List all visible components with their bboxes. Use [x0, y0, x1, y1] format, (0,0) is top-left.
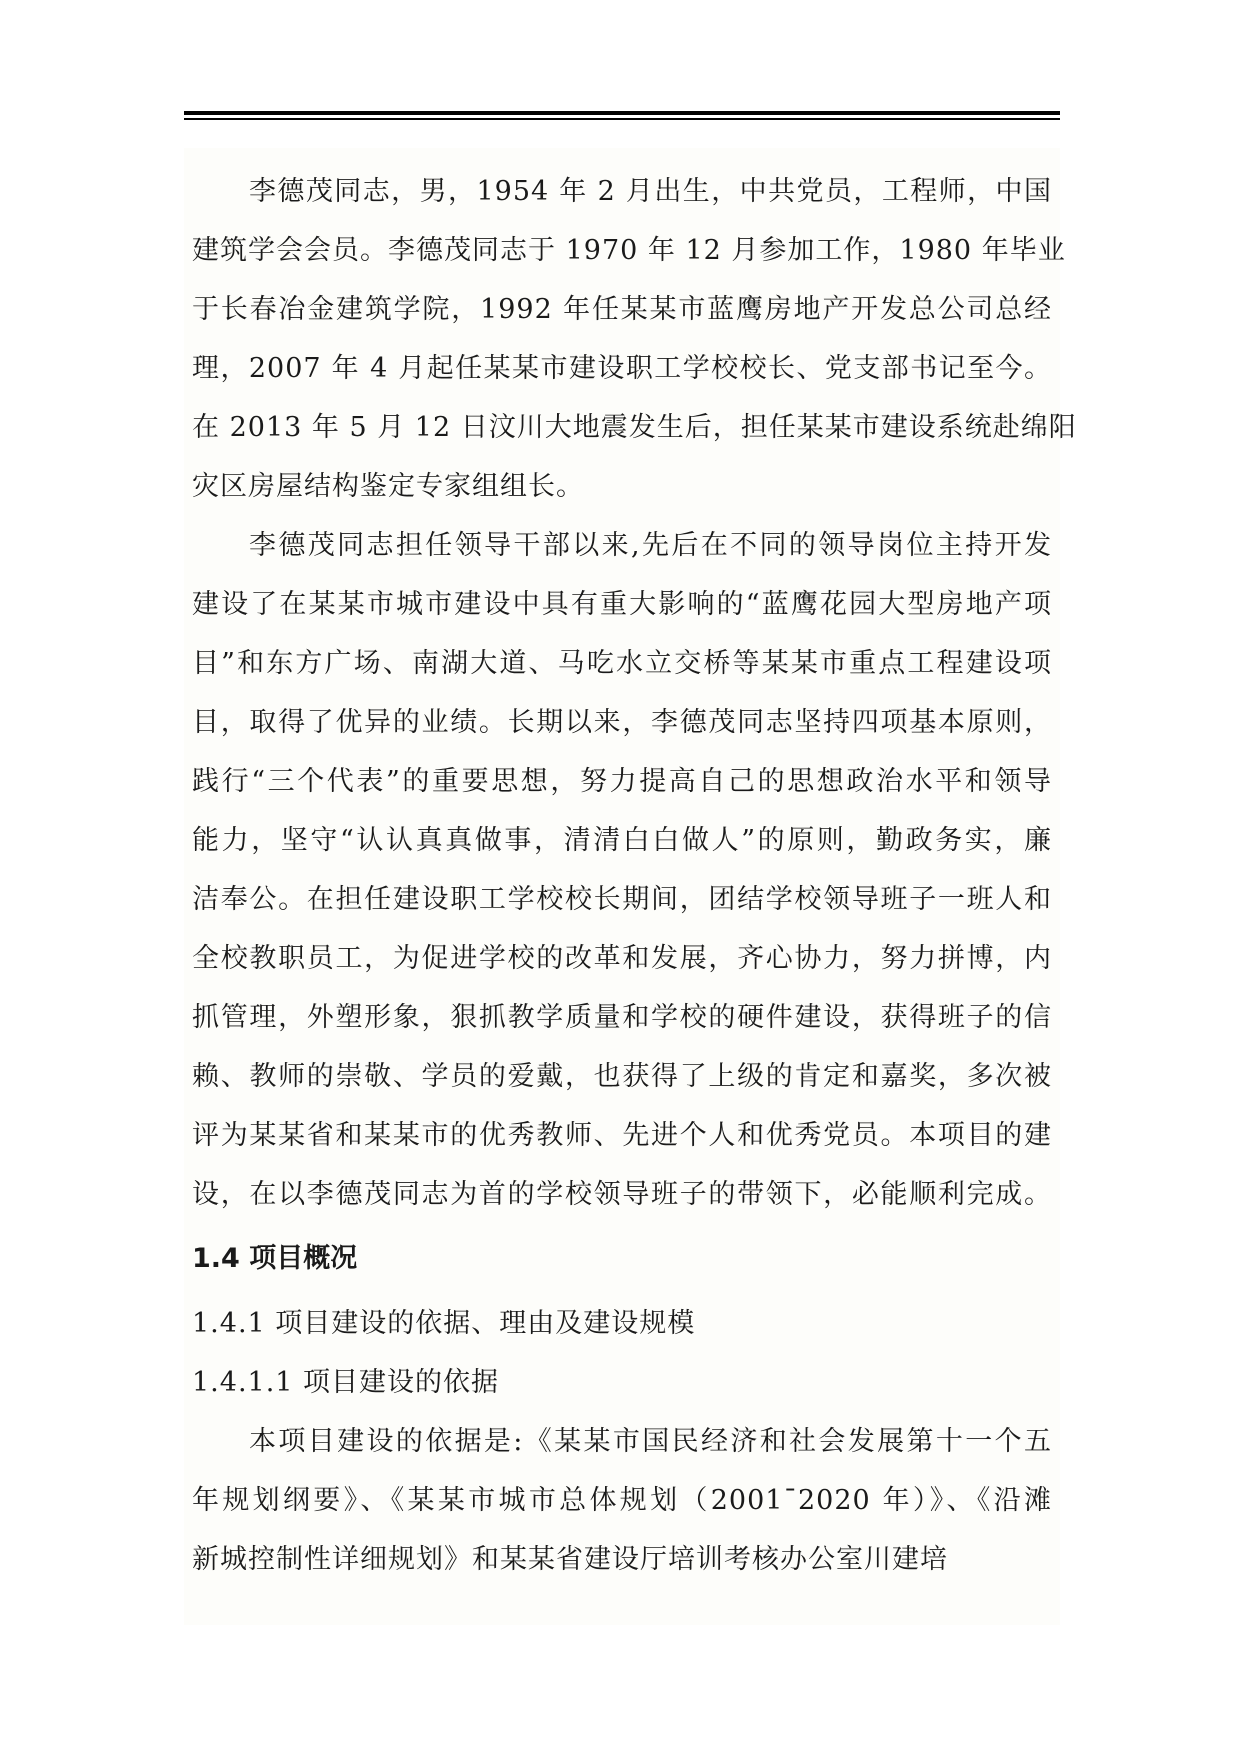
- text-line: 践行“三个代表”的重要思想，努力提高自己的思想政治水平和领导: [192, 766, 1052, 797]
- text-line: 年规划纲要》、《某某市城市总体规划（2001¯2020 年）》、《沿滩: [192, 1485, 1052, 1516]
- text-line: 评为某某省和某某市的优秀教师、先进个人和优秀党员。本项目的建: [192, 1120, 1052, 1151]
- text-line: 于长春冶金建筑学院，1992 年任某某市蓝鹰房地产开发总公司总经: [192, 294, 1052, 325]
- text-line: 设，在以李德茂同志为首的学校领导班子的带领下，必能顺利完成。: [192, 1179, 1052, 1210]
- text-line: 能力，坚守“认认真真做事，清清白白做人”的原则，勤政务实，廉: [192, 825, 1052, 856]
- text-line: 灾区房屋结构鉴定专家组组长。: [192, 471, 584, 502]
- text-line: 建设了在某某市城市建设中具有重大影响的“蓝鹰花园大型房地产项: [192, 589, 1052, 620]
- text-line: 理，2007 年 4 月起任某某市建设职工学校校长、党支部书记至今。: [192, 353, 1052, 384]
- text-line: 李德茂同志，男，1954 年 2 月出生，中共党员，工程师，中国: [249, 176, 1052, 207]
- paragraph-biography: [192, 162, 1077, 516]
- text-line: 赖、教师的崇敬、学员的爱戴，也获得了上级的肯定和嘉奖，多次被: [192, 1061, 1052, 1092]
- subsubsection-heading: 1.4.1.1 项目建设的依据: [192, 1367, 500, 1398]
- text-line: 李德茂同志担任领导干部以来,先后在不同的领导岗位主持开发: [249, 530, 1052, 561]
- paragraph-achievements: [192, 516, 1052, 1224]
- text-line: 在 2013 年 5 月 12 日汶川大地震发生后，担任某某市建设系统赴绵阳: [192, 412, 1077, 443]
- text-line: 抓管理，外塑形象，狠抓教学质量和学校的硬件建设，获得班子的信: [192, 1002, 1052, 1033]
- text-line: 洁奉公。在担任建设职工学校校长期间，团结学校领导班子一班人和: [192, 884, 1052, 915]
- header-rule-thick: [184, 111, 1060, 115]
- text-line: 目，取得了优异的业绩。长期以来，李德茂同志坚持四项基本原则，: [192, 707, 1052, 738]
- paragraph-basis: [192, 1412, 1052, 1589]
- text-line: 建筑学会会员。李德茂同志于 1970 年 12 月参加工作，1980 年毕业: [192, 235, 1066, 266]
- text-line: 全校教职员工，为促进学校的改革和发展，齐心协力，努力拼博，内: [192, 943, 1052, 974]
- section-heading: 1.4 项目概况: [192, 1243, 358, 1274]
- document-body: [192, 162, 1077, 1589]
- subsection-heading: 1.4.1 项目建设的依据、理由及建设规模: [192, 1308, 696, 1339]
- header-rule-thin: [184, 118, 1060, 120]
- text-line: 新城控制性详细规划》和某某省建设厅培训考核办公室川建培: [192, 1544, 948, 1575]
- text-line: 本项目建设的依据是:《某某市国民经济和社会发展第十一个五: [249, 1426, 1052, 1457]
- text-line: 目”和东方广场、南湖大道、马吃水立交桥等某某市重点工程建设项: [192, 648, 1052, 679]
